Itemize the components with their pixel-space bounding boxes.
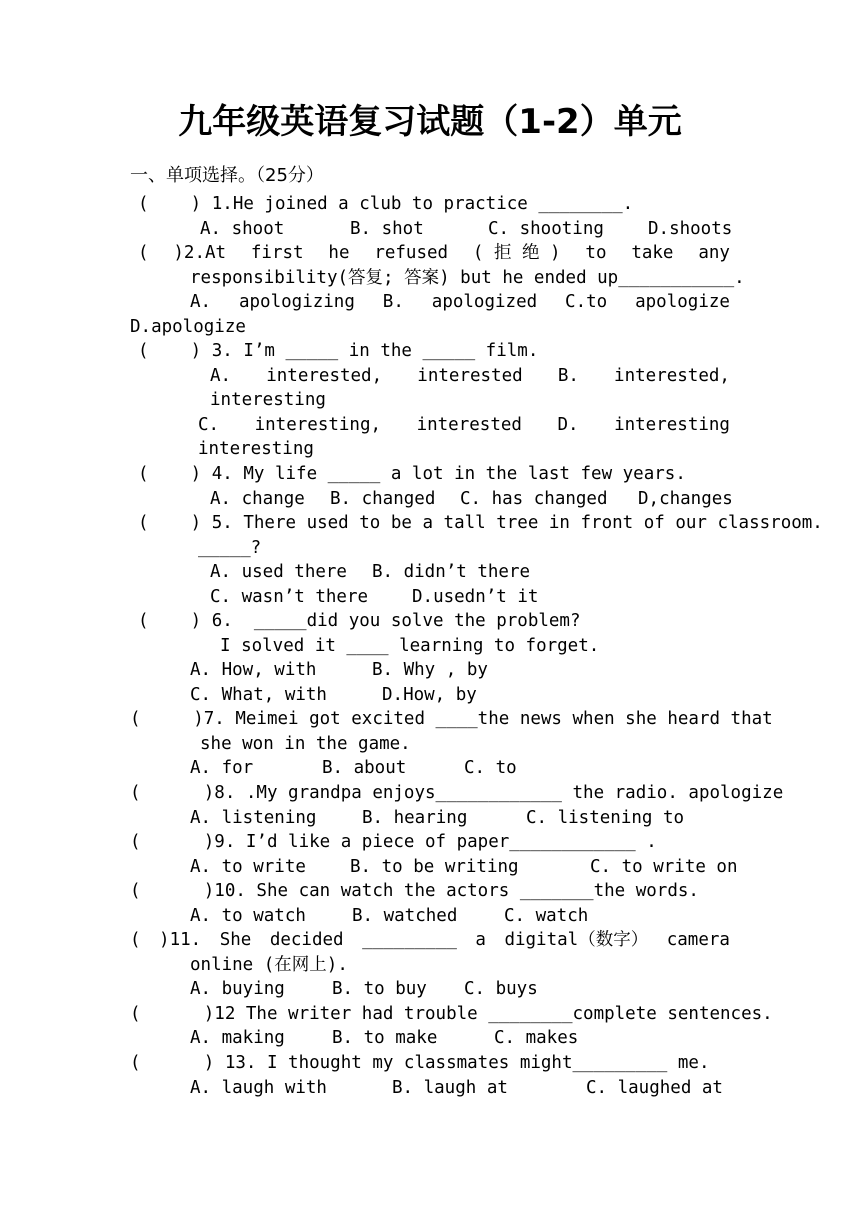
question-1-stem: ( ) 1.He joined a club to practice ________. xyxy=(138,194,634,214)
question-6-stem: ( ) 6. _____did you solve the problem? xyxy=(138,611,581,631)
option-1b: B. shot xyxy=(350,219,424,239)
option-12c: C. makes xyxy=(494,1028,579,1048)
option-4c: C. has changed xyxy=(460,489,608,509)
option-3b-cont: interesting xyxy=(210,390,326,410)
option-5b: B. didn’t there xyxy=(372,562,531,582)
question-2-stem: ( )2.At first he refused ( 拒 绝 ) to take any xyxy=(138,243,730,263)
option-5a: A. used there xyxy=(210,562,347,582)
option-6c: C. What, with xyxy=(190,685,327,705)
question-3-options-cd: C. interesting, interested D. interesting xyxy=(198,415,730,435)
question-7-stem: ( )7. Meimei got excited ____the news when she heard that xyxy=(130,709,773,729)
option-7a: A. for xyxy=(190,758,254,778)
question-12-stem: ( )12 The writer had trouble ________complete sentences. xyxy=(130,1004,773,1024)
option-6a: A. How, with xyxy=(190,660,317,680)
section-heading: 一、单项选择。（25分） xyxy=(130,165,324,186)
option-9c: C. to write on xyxy=(590,857,738,877)
question-6-line-2: I solved it ____ learning to forget. xyxy=(220,636,600,656)
option-4d: D,changes xyxy=(638,489,733,509)
option-10b: B. watched xyxy=(352,906,458,926)
question-11-stem: ( )11. She decided _________ a digital（数字） camera xyxy=(130,930,730,950)
option-8a: A. listening xyxy=(190,808,317,828)
option-11b: B. to buy xyxy=(332,979,427,999)
page-title: 九年级英语复习试题（1-2）单元 xyxy=(178,102,682,142)
question-11-line-2: online (在网上). xyxy=(190,955,348,975)
option-8c: C. listening to xyxy=(526,808,685,828)
option-6d: D.How, by xyxy=(382,685,477,705)
option-12b: B. to make xyxy=(332,1028,438,1048)
option-13b: B. laugh at xyxy=(392,1078,508,1098)
question-3-options-ab: A. interested, interested B. interested, xyxy=(210,366,730,386)
option-1d: D.shoots xyxy=(648,219,733,239)
question-5-line-2: _____? xyxy=(198,538,262,558)
option-7b: B. about xyxy=(322,758,407,778)
option-4a: A. change xyxy=(210,489,305,509)
question-13-stem: ( ) 13. I thought my classmates might_________ me. xyxy=(130,1053,710,1073)
question-7-line-2: she won in the game. xyxy=(200,734,411,754)
option-9a: A. to write xyxy=(190,857,306,877)
option-9b: B. to be writing xyxy=(350,857,519,877)
option-3d-cont: interesting xyxy=(198,439,314,459)
question-10-stem: ( )10. She can watch the actors _______the words. xyxy=(130,881,699,901)
question-2-line-2: responsibility(答复; 答案) but he ended up___________. xyxy=(190,268,745,288)
option-1c: C. shooting xyxy=(488,219,604,239)
option-2d: D.apologize xyxy=(130,317,246,337)
option-6b: B. Why , by xyxy=(372,660,488,680)
option-8b: B. hearing xyxy=(362,808,468,828)
question-3-stem: ( ) 3. I’m _____ in the _____ film. xyxy=(138,341,539,361)
option-12a: A. making xyxy=(190,1028,285,1048)
option-11a: A. buying xyxy=(190,979,285,999)
option-7c: C. to xyxy=(464,758,517,778)
option-10a: A. to watch xyxy=(190,906,306,926)
option-11c: C. buys xyxy=(464,979,538,999)
option-1a: A. shoot xyxy=(200,219,285,239)
question-9-stem: ( )9. I’d like a piece of paper____________ . xyxy=(130,832,657,852)
option-10c: C. watch xyxy=(504,906,589,926)
question-2-options: A. apologizing B. apologized C.to apologize xyxy=(190,292,730,312)
question-5-stem: ( ) 5. There used to be a tall tree in front of our classroom. xyxy=(138,513,823,533)
option-13c: C. laughed at xyxy=(586,1078,723,1098)
option-5c: C. wasn’t there xyxy=(210,587,369,607)
option-4b: B. changed xyxy=(330,489,436,509)
option-13a: A. laugh with xyxy=(190,1078,327,1098)
question-4-stem: ( ) 4. My life _____ a lot in the last few years. xyxy=(138,464,686,484)
question-8-stem: ( )8. .My grandpa enjoys____________ the radio. apologize xyxy=(130,783,784,803)
option-5d: D.usedn’t it xyxy=(412,587,539,607)
